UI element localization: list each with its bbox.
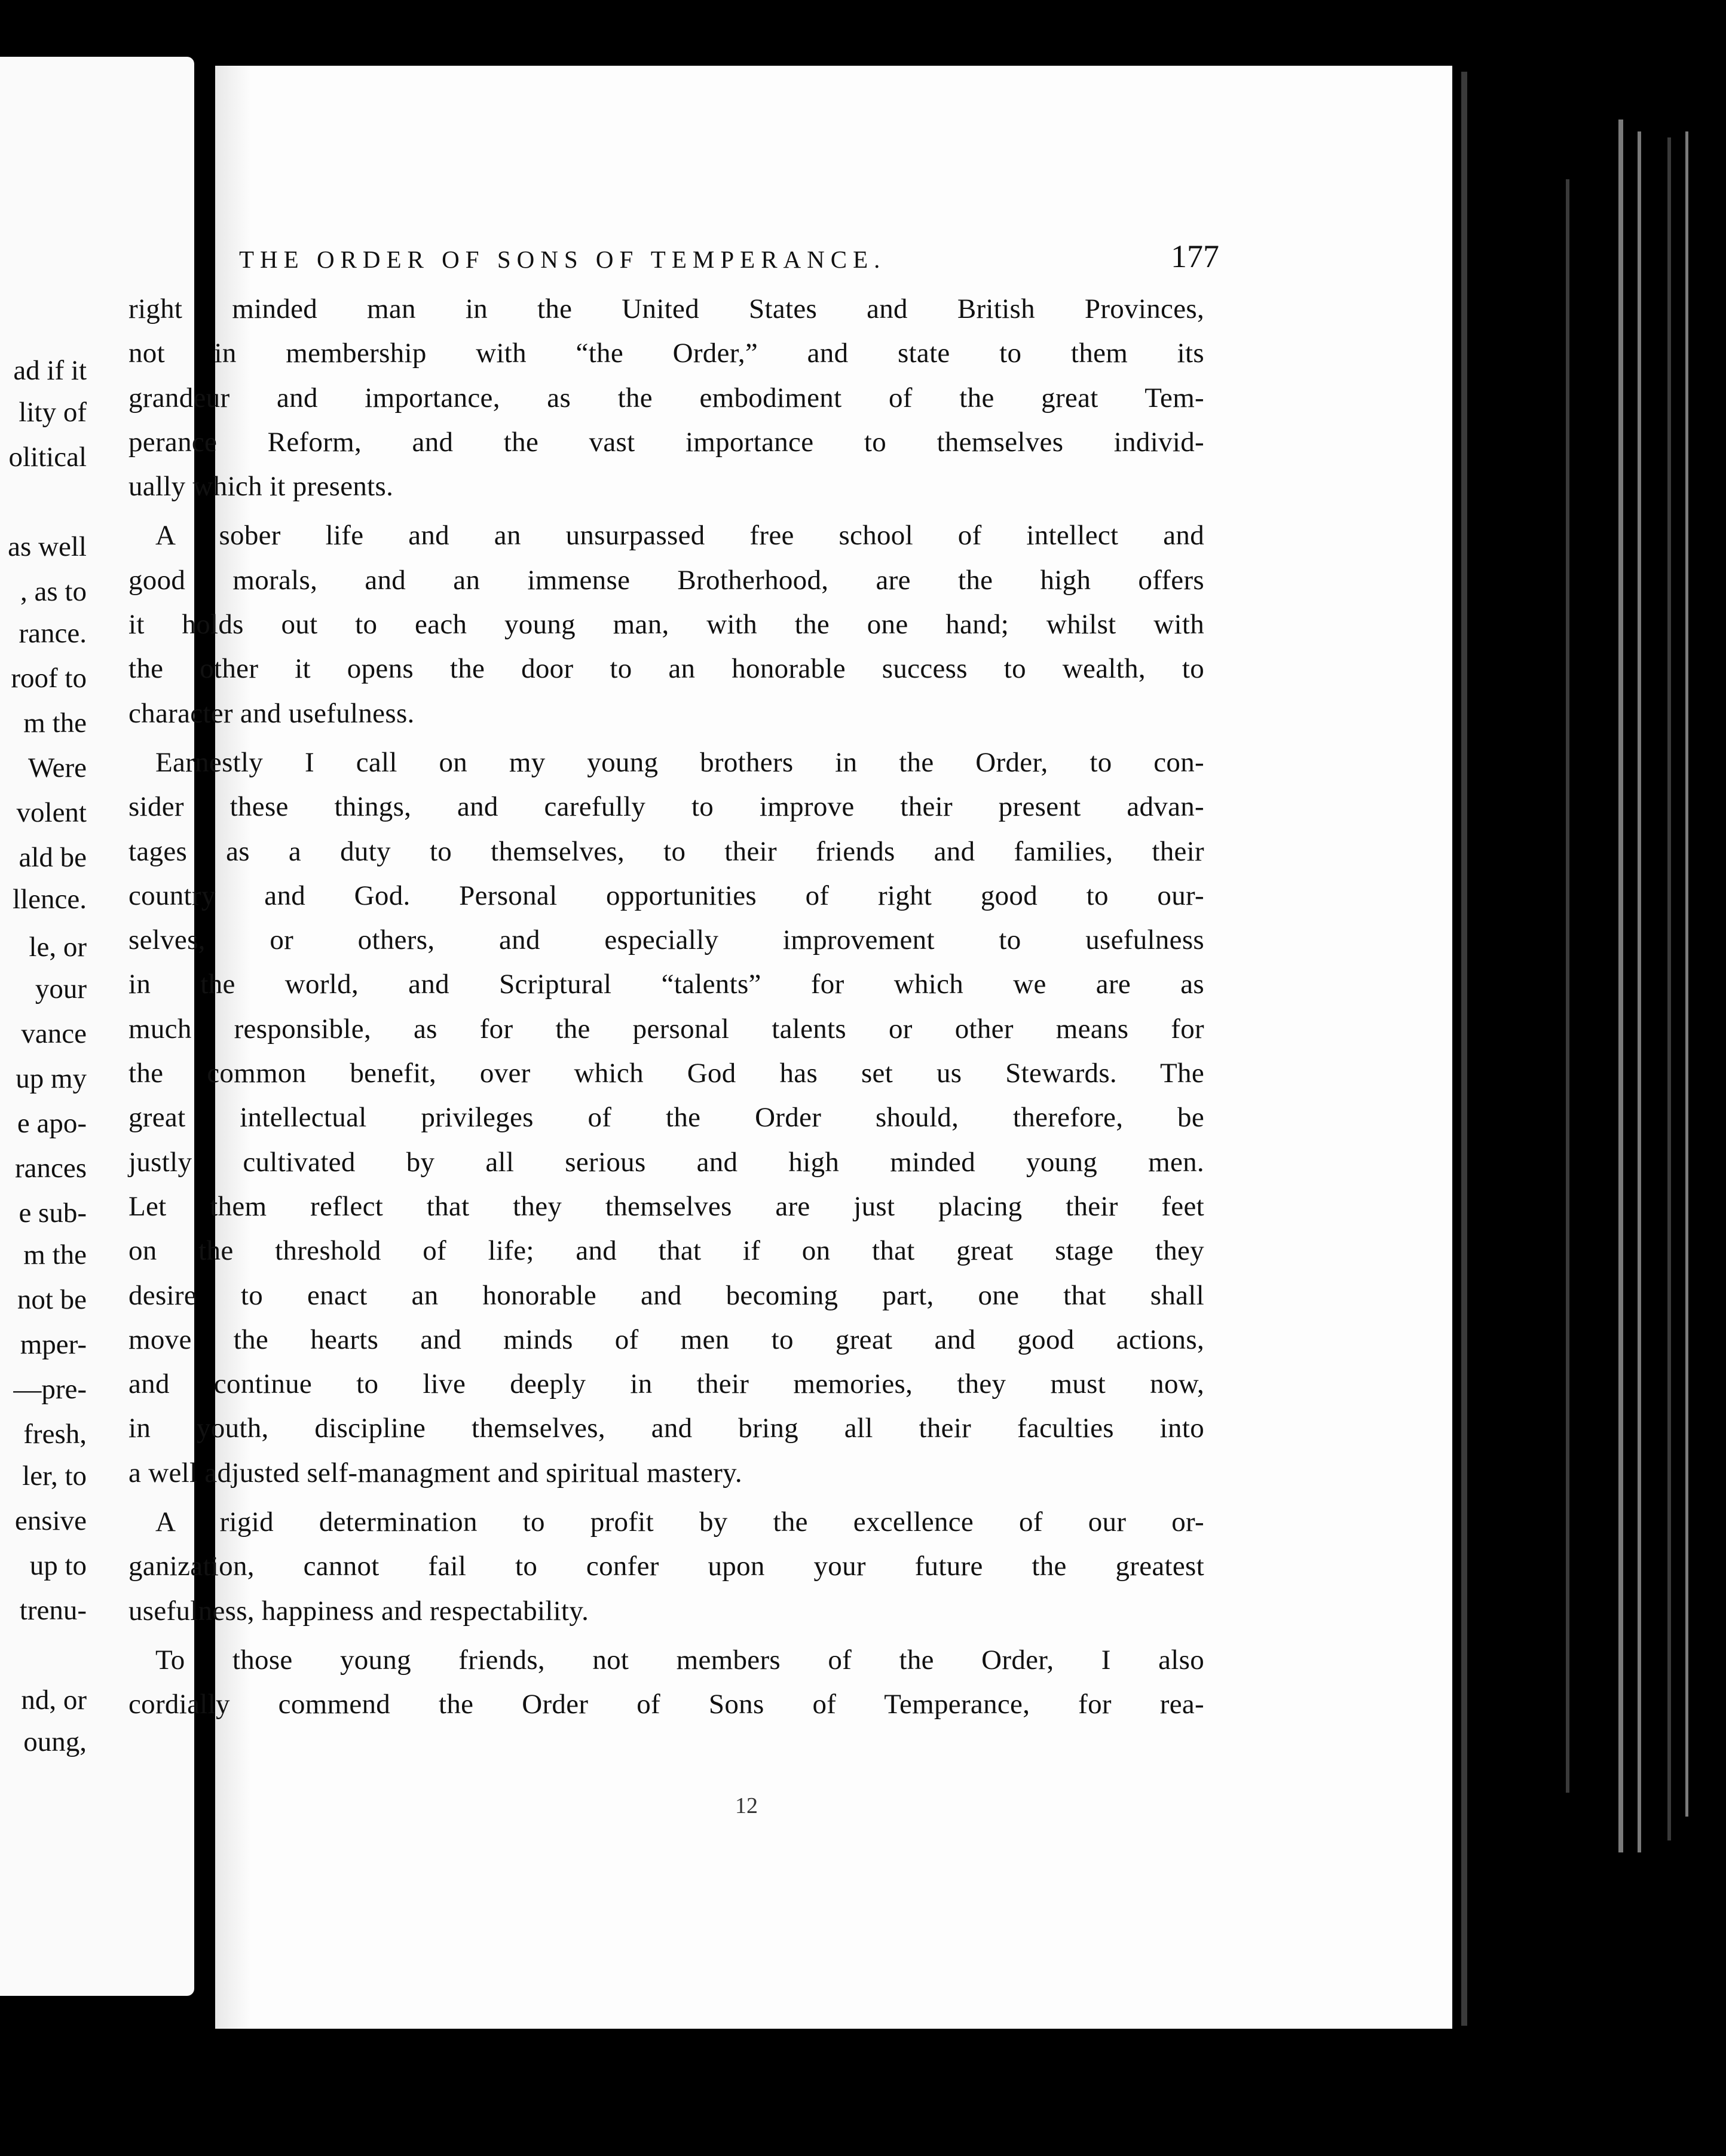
text-line: To those young friends, not members of the Order, I also: [155, 1644, 1204, 1676]
left-page-line: —pre-: [13, 1374, 87, 1405]
left-page-line: trenu-: [19, 1595, 87, 1626]
running-head: [239, 228, 1219, 282]
left-page-line: up my: [16, 1063, 87, 1094]
text-line: much responsible, as for the personal talents or other means for: [128, 1013, 1204, 1045]
text-line: grandeur and importance, as the embodiment of the great Tem-: [128, 382, 1204, 414]
text-line: ganization, cannot fail to confer upon your future the greatest: [128, 1551, 1204, 1582]
text-line: great intellectual privileges of the Order should, therefore, be: [128, 1102, 1204, 1134]
left-page-line: fresh,: [23, 1419, 87, 1450]
paragraph-gap: [128, 509, 1204, 513]
page-number: 177: [1171, 238, 1219, 274]
left-page-line: ensive: [14, 1505, 87, 1536]
left-page-line: e sub-: [19, 1198, 87, 1229]
text-line: tages as a duty to themselves, to their friends and families, their: [128, 835, 1204, 867]
text-line: justly cultivated by all serious and high minded young men.: [128, 1146, 1204, 1178]
text-line: in youth, discipline themselves, and bring all their faculties into: [128, 1413, 1204, 1444]
page-edge: [1667, 137, 1671, 1840]
text-line: ually which it presents.: [128, 471, 394, 503]
page-edge: [1461, 72, 1467, 2026]
left-page-line: up to: [29, 1550, 87, 1581]
page-edge: [1638, 131, 1641, 1852]
left-page-line: olitical: [8, 442, 87, 473]
text-line: usefulness, happiness and respectability.: [128, 1595, 589, 1627]
paragraph-gap: [128, 1495, 1204, 1500]
text-line: move the hearts and minds of men to great and good actions,: [128, 1324, 1204, 1355]
text-line: sider these things, and carefully to improve their present advan-: [128, 791, 1204, 823]
text-line: Earnestly I call on my young brothers in the Order, to con-: [155, 746, 1204, 778]
body-text: [128, 287, 1204, 1727]
paragraph-gap: [128, 736, 1204, 740]
left-page-line: vance: [21, 1018, 87, 1049]
left-page-line: rances: [14, 1153, 87, 1184]
left-page-line: not be: [17, 1284, 87, 1315]
text-line: Let them reflect that they themselves are just placing their feet: [128, 1190, 1204, 1222]
left-page-line: ad if it: [13, 355, 87, 386]
text-line: not in membership with “the Order,” and state to them its: [128, 338, 1204, 369]
left-page-line: e apo-: [17, 1108, 87, 1139]
running-head-title: THE ORDER OF SONS OF TEMPERANCE.: [239, 246, 886, 273]
text-line: country and God. Personal opportunities of right good to our-: [128, 880, 1204, 911]
text-line: selves, or others, and especially improvement to usefulness: [128, 924, 1204, 956]
left-page-line: m the: [23, 1239, 87, 1270]
text-line: right minded man in the United States and British Provinces,: [128, 293, 1204, 324]
left-page-line: roof to: [11, 663, 87, 694]
left-page-line: oung,: [23, 1726, 87, 1757]
left-page-line: ald be: [19, 842, 87, 873]
left-page-line: le, or: [29, 932, 87, 963]
page-edge: [1685, 131, 1688, 1817]
text-line: character and usefulness.: [128, 697, 415, 729]
text-line: cordially commend the Order of Sons of Temperance, for rea-: [128, 1689, 1204, 1720]
page-edge: [1618, 120, 1623, 1852]
left-page-line: as well: [8, 531, 87, 562]
page-edge: [1566, 179, 1569, 1793]
paragraph-gap: [128, 1633, 1204, 1638]
left-page-line: lity of: [19, 397, 87, 428]
left-page-line: nd, or: [21, 1685, 87, 1716]
left-page-line: rance.: [19, 618, 87, 649]
text-line: perance Reform, and the vast importance to themselves individ-: [128, 426, 1204, 458]
left-page-line: , as to: [20, 576, 87, 607]
text-line: a well adjusted self-managment and spiritual mastery.: [128, 1457, 742, 1489]
left-page-line: volent: [16, 797, 87, 828]
left-page-line: your: [35, 973, 87, 1004]
text-line: desire to enact an honorable and becoming part, one that shall: [128, 1279, 1204, 1311]
text-line: good morals, and an immense Brotherhood, are the high offers: [128, 564, 1204, 596]
text-line: A rigid determination to profit by the excellence of our or-: [155, 1506, 1204, 1538]
text-line: it holds out to each young man, with the one hand; whilst with: [128, 609, 1204, 641]
text-line: and continue to live deeply in their memories, they must now,: [128, 1368, 1204, 1400]
text-line: the other it opens the door to an honorable success to wealth, to: [128, 653, 1204, 685]
left-page-line: mper-: [20, 1329, 87, 1360]
left-page-line: Were: [28, 752, 87, 783]
signature-mark: 12: [735, 1793, 758, 1818]
text-line: the common benefit, over which God has set us Stewards. The: [128, 1058, 1204, 1089]
left-page-line: llence.: [13, 884, 87, 915]
left-page-line: ler, to: [22, 1460, 87, 1492]
left-page-line: m the: [23, 708, 87, 739]
text-line: in the world, and Scriptural “talents” for which we are as: [128, 969, 1204, 1000]
text-line: on the threshold of life; and that if on that great stage they: [128, 1235, 1204, 1267]
text-line: A sober life and an unsurpassed free school of intellect and: [155, 520, 1204, 552]
